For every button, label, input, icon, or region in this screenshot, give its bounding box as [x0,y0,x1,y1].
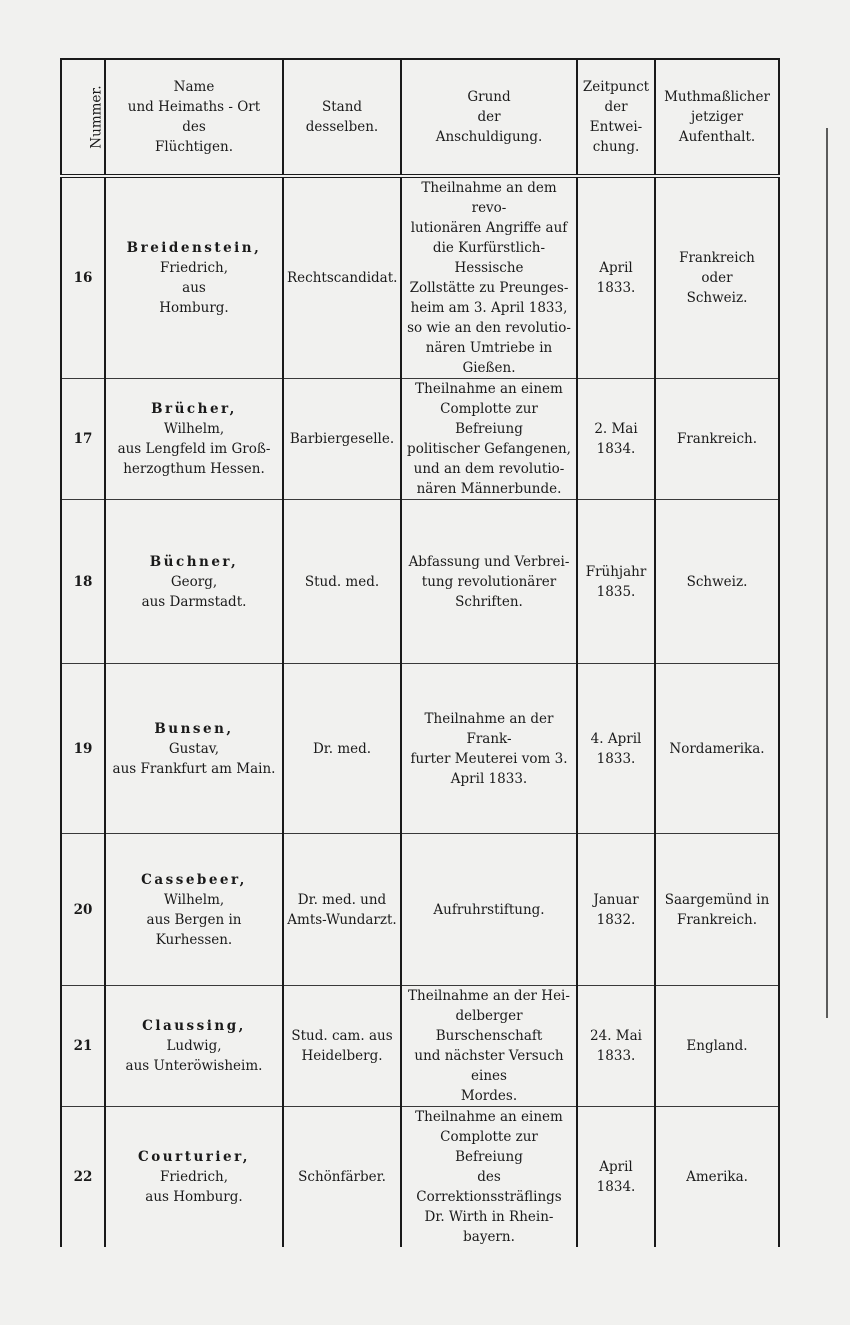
occupation-cell [283,379,401,500]
fugitive-surname: Claussing, [142,1018,246,1034]
fugitive-name-cell [105,176,283,379]
escape-date-cell [577,834,655,986]
reason-text: und nächster Versuch eines [414,1048,564,1084]
reason-text: Theilnahme an der Frank- [424,710,554,747]
escape-date-text: 1832. [596,911,636,928]
header-text-line: Aufenthalt. [678,129,756,145]
header-text-line: des [182,119,206,135]
escape-date-text: April [599,260,633,276]
residence-cell [655,500,779,664]
fugitive-origin: aus Lengfeld im Groß- [117,441,271,457]
row-number: 18 [61,500,105,664]
residence-text: England. [686,1038,748,1054]
header-row [61,59,779,176]
fugitive-given-name: Gustav, [168,740,220,757]
header-number-label: Nummer. [88,85,105,149]
reason-cell [401,664,577,834]
fugitive-given-name: Ludwig, [166,1038,222,1054]
residence-text: Nordamerika. [669,740,765,757]
residence-cell [655,834,779,986]
table-row [61,986,779,1107]
reason-cell [401,176,577,379]
reason-text: delberger Burschenschaft [435,1008,543,1044]
fugitive-given-name: Friedrich, [159,1169,229,1185]
reason-text: des Correktionssträflings [416,1169,562,1205]
fugitive-name-cell [105,664,283,834]
residence-text: oder [701,270,733,286]
header-text-line: Stand desselben. [305,99,379,135]
fugitive-origin: Homburg. [159,300,229,316]
residence-text: Schweiz. [686,290,748,306]
fugitive-name-cell [105,500,283,664]
occupation-text: Stud. cam. aus [291,1028,393,1044]
residence-cell [655,1107,779,1248]
header-text-line: jetziger [690,109,744,125]
row-number: 19 [61,664,105,834]
fugitive-given-name: Wilhelm, [163,891,225,908]
fugitive-surname: Breidenstein, [126,240,262,256]
fugitive-origin: aus Frankfurt am Main. [112,760,276,777]
reason-text: Theilnahme an der Hei- [408,988,570,1004]
row-number: 17 [61,379,105,500]
table-row [61,1107,779,1248]
occupation-cell [283,176,401,379]
occupation-cell [283,834,401,986]
table-row [61,176,779,379]
reason-text: Aufruhrstiftung. [433,901,545,918]
fugitive-surname: Cassebeer, [141,871,247,888]
escape-date-text: 1833. [596,1048,636,1064]
table-row [61,379,779,500]
reason-text: Mordes. [460,1088,518,1104]
header-number [61,59,105,176]
escape-date-text: 1835. [596,583,636,600]
escape-date-text: 2. Mai [594,421,638,437]
residence-text: Saargemünd in [664,891,770,908]
header-text-line: Grund [467,89,511,105]
escape-date-text: April [599,1159,633,1175]
occupation-cell [283,500,401,664]
header-text-line: Entwei- [589,119,643,135]
fugitive-origin: aus [182,280,206,296]
fugitive-given-name: Wilhelm, [163,421,225,437]
fugitive-origin: aus Homburg. [145,1189,243,1205]
reason-text: die Kurfürstlich-Hessische [432,240,546,276]
reason-text: Complotte zur Befreiung [440,401,538,437]
escape-date-text: 1834. [596,1179,636,1195]
reason-text: April 1833. [450,770,528,787]
residence-text: Schweiz. [686,573,748,590]
header-text-line: der [604,99,628,115]
reason-cell [401,986,577,1107]
reason-cell [401,500,577,664]
row-number: 22 [61,1107,105,1248]
header-text-line: Anschuldigung. [435,129,543,145]
row-number: 21 [61,986,105,1107]
occupation-text: Schönfärber. [298,1169,386,1185]
fugitive-name-cell [105,1107,283,1248]
table-row [61,834,779,986]
fugitives-register-table [60,58,780,1247]
reason-cell [401,1107,577,1248]
header-name [105,59,283,176]
reason-text: nären Männerbunde. [416,481,562,497]
header-text-line: der [477,109,501,125]
escape-date-text: 24. Mai [590,1028,642,1044]
row-number: 20 [61,834,105,986]
reason-cell [401,379,577,500]
reason-text: lutionären Angriffe auf [410,220,568,236]
fugitive-origin: Kurhessen. [155,931,233,948]
escape-date-text: 4. April [590,730,642,747]
fugitive-name-cell [105,834,283,986]
escape-date-cell [577,500,655,664]
escape-date-cell [577,176,655,379]
occupation-cell [283,664,401,834]
residence-cell [655,986,779,1107]
escape-date-cell [577,379,655,500]
reason-text: Schriften. [455,593,523,610]
reason-text: Theilnahme an dem revo- [421,180,557,216]
header-stand [283,59,401,176]
residence-text: Frankreich [679,250,755,266]
fugitive-surname: Courturier, [138,1149,250,1165]
fugitive-origin: aus Unteröwisheim. [125,1058,263,1074]
header-date [577,59,655,176]
reason-text: tung revolutionärer [421,573,557,590]
reason-text: Abfassung und Verbrei- [408,553,570,570]
header-text-line: Name [173,79,215,95]
header-residence [655,59,779,176]
escape-date-cell [577,664,655,834]
occupation-cell [283,986,401,1107]
fugitive-surname: Büchner, [149,553,239,570]
escape-date-text: Januar [593,891,639,908]
header-text-line: chung. [592,139,640,155]
occupation-text: Amts-Wundarzt. [287,911,397,928]
reason-text: Complotte zur Befreiung [440,1129,538,1165]
fugitive-given-name: Georg, [170,573,218,590]
table-row [61,500,779,664]
reason-text: nären Umtriebe in Gießen. [425,340,553,376]
reason-text: und an dem revolutio- [413,461,565,477]
escape-date-cell [577,986,655,1107]
escape-date-text: 1834. [596,441,636,457]
reason-text: Zollstätte zu Preunges- [409,280,569,296]
header-text-line: Zeitpunct [582,79,650,95]
escape-date-text: Frühjahr [585,563,647,580]
fugitive-name-cell [105,379,283,500]
fugitive-surname: Bunsen, [154,720,234,737]
row-number: 16 [61,176,105,379]
residence-cell [655,176,779,379]
fugitive-origin: aus Darmstadt. [141,593,247,610]
fugitive-given-name: Friedrich, [159,260,229,276]
residence-cell [655,379,779,500]
fugitive-surname: Brücher, [151,401,237,417]
occupation-text: Rechtscandidat. [287,270,398,286]
occupation-text: Dr. med. und [297,891,387,908]
occupation-cell [283,1107,401,1248]
residence-text: Frankreich. [676,911,758,928]
reason-cell [401,834,577,986]
header-text-line: Flüchtigen. [155,139,233,155]
reason-text: Theilnahme an einem [415,1109,563,1125]
page-edge-shadow [826,128,828,1018]
header-reason [401,59,577,176]
reason-text: bayern. [463,1229,515,1245]
reason-text: so wie an den revolutio- [407,320,571,336]
occupation-text: Heidelberg. [301,1048,383,1064]
reason-text: politischer Gefangenen, [407,441,571,457]
fugitive-origin: aus Bergen in [146,911,242,928]
reason-text: heim am 3. April 1833, [410,300,568,316]
table-row [61,664,779,834]
reason-text: Dr. Wirth in Rhein- [424,1209,554,1225]
residence-cell [655,664,779,834]
escape-date-text: 1833. [596,750,636,767]
escape-date-text: 1833. [596,280,636,296]
reason-text: Theilnahme an einem [415,381,563,397]
fugitive-name-cell [105,986,283,1107]
occupation-text: Dr. med. [312,740,372,757]
residence-text: Amerika. [686,1169,748,1185]
header-text-line: Muthmaßlicher [664,89,770,105]
header-text-line: und Heimaths - Ort [127,99,261,115]
residence-text: Frankreich. [676,431,758,447]
occupation-text: Stud. med. [304,573,380,590]
escape-date-cell [577,1107,655,1248]
occupation-text: Barbiergeselle. [289,431,395,447]
reason-text: furter Meuterei vom 3. [410,750,568,767]
fugitive-origin: herzogthum Hessen. [123,461,265,477]
